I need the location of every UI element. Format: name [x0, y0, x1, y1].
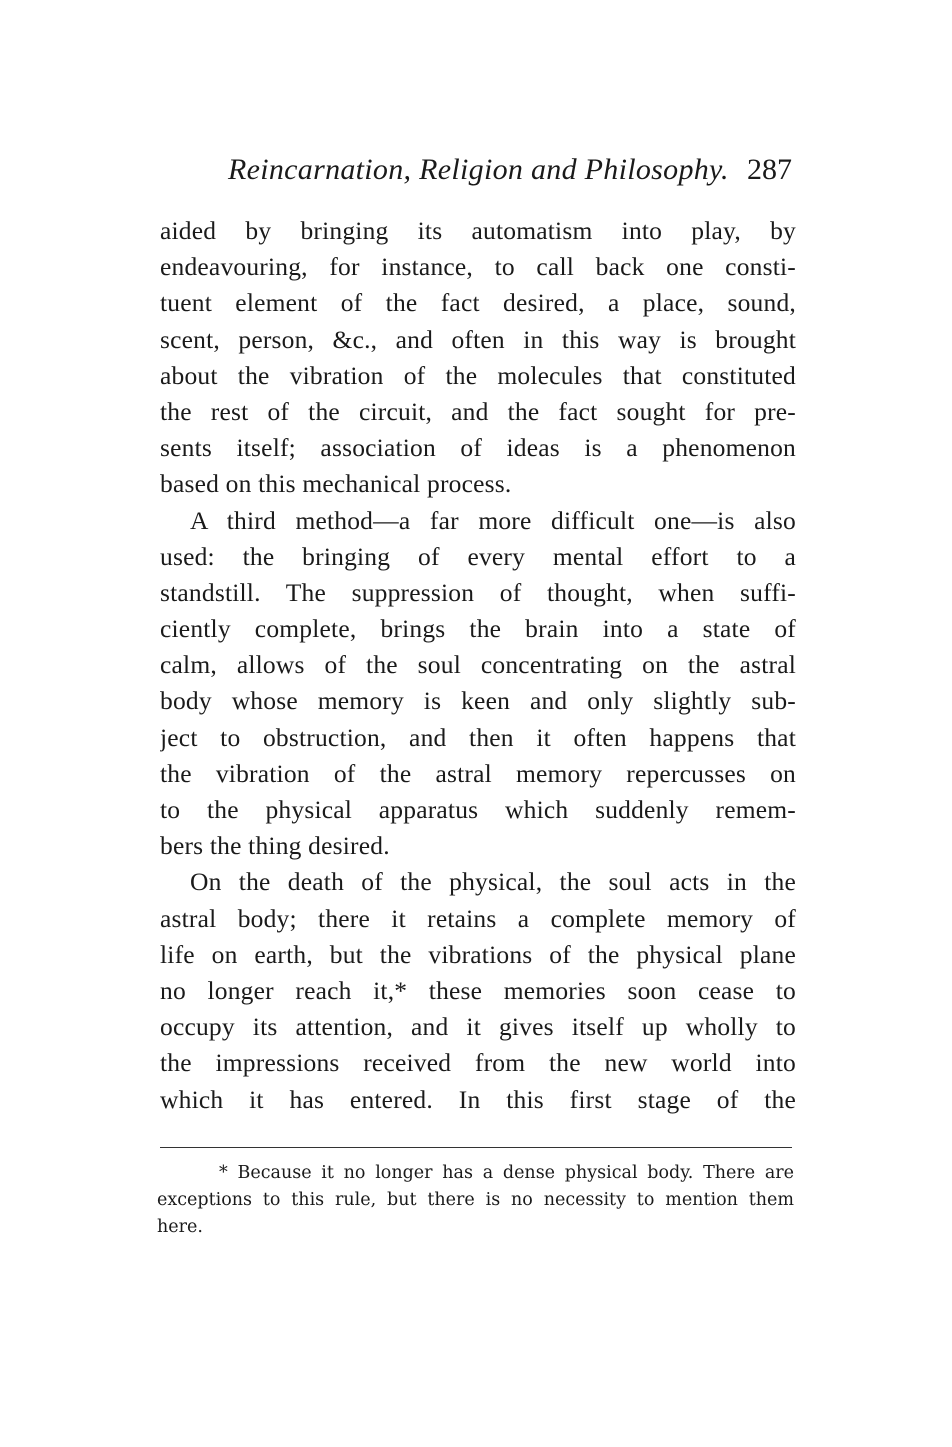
- text-line: body whose memory is keen and only slightly sub-: [160, 686, 796, 716]
- paragraph-first-line: On the death of the physical, the soul acts in the: [190, 867, 796, 897]
- running-head: [160, 153, 796, 193]
- text-line: which it has entered. In this first stage of the: [160, 1084, 796, 1114]
- text-line: aided by bringing its automatism into play, by: [160, 216, 796, 245]
- text-line: standstill. The suppression of thought, when suffi-: [160, 577, 796, 607]
- footnote-line: * Because it no longer has a dense physical body. There are: [219, 1163, 794, 1183]
- text-line: to the physical apparatus which suddenly remem-: [160, 795, 796, 824]
- paragraph-first-line: A third method—a far more difficult one—is also: [190, 505, 796, 535]
- text-line: life on earth, but the vibrations of the physical plane: [160, 939, 796, 969]
- body-text: [160, 213, 796, 1118]
- footnote-line: exceptions to this rule, but there is no necessity to mention them: [157, 1190, 794, 1210]
- footnote: [157, 1160, 794, 1241]
- text-line: occupy its attention, and it gives itself up wholly to: [160, 1012, 796, 1042]
- text-line: the impressions received from the new world into: [160, 1048, 796, 1078]
- text-line: ciently complete, brings the brain into a state of: [160, 614, 796, 644]
- text-line: calm, allows of the soul concentrating on the astral: [160, 650, 796, 680]
- text-line: no longer reach it,* these memories soon cease to: [160, 975, 796, 1005]
- text-line: tuent element of the fact desired, a place, sound,: [160, 288, 796, 318]
- text-line: the rest of the circuit, and the fact sought for pre-: [160, 396, 796, 426]
- text-line: sents itself; association of ideas is a phenomenon: [160, 433, 796, 463]
- footnote-line: here.: [157, 1217, 203, 1237]
- text-line: ject to obstruction, and then it often happens that: [160, 722, 796, 752]
- page-number: 287: [747, 153, 792, 186]
- text-line: about the vibration of the molecules that constituted: [160, 360, 796, 390]
- footnote-divider: [160, 1147, 792, 1148]
- text-line: the vibration of the astral memory repercusses on: [160, 758, 796, 788]
- text-line: bers the thing desired.: [160, 831, 390, 861]
- text-line: based on this mechanical process.: [160, 469, 512, 499]
- text-line: scent, person, &c., and often in this way is brought: [160, 324, 796, 354]
- text-line: endeavouring, for instance, to call back one consti-: [160, 252, 796, 282]
- text-line: astral body; there it retains a complete memory of: [160, 903, 796, 933]
- running-title: Reincarnation, Religion and Philosophy.: [228, 153, 729, 186]
- text-line: used: the bringing of every mental effort to a: [160, 541, 796, 571]
